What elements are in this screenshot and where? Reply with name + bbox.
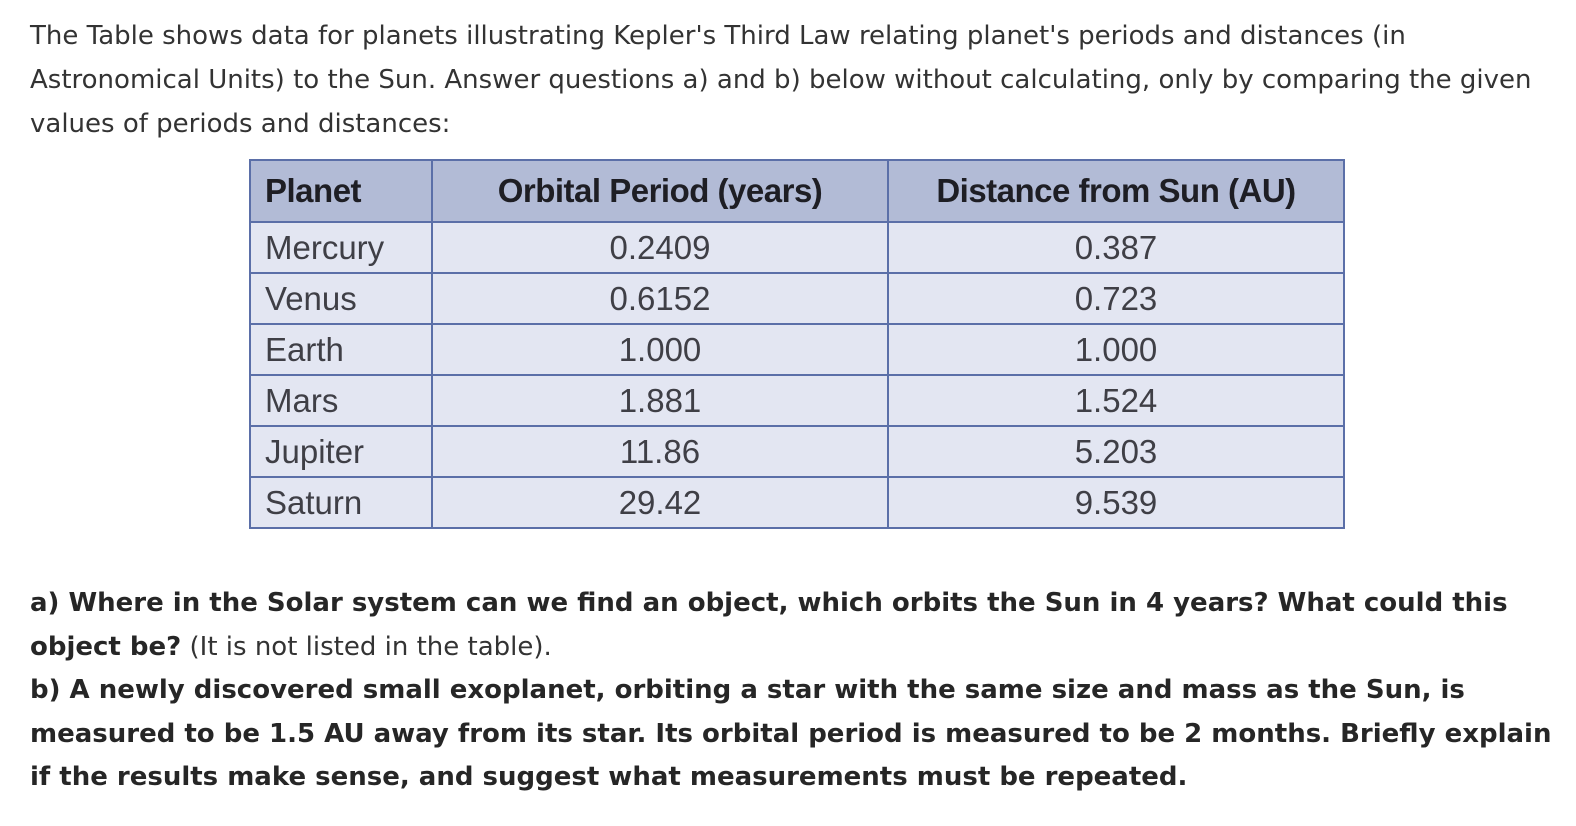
cell-period: 0.2409 [432, 222, 888, 273]
cell-distance: 1.524 [888, 375, 1344, 426]
questions-section [30, 582, 1560, 800]
question-a [30, 582, 1560, 669]
cell-period: 11.86 [432, 426, 888, 477]
cell-distance: 9.539 [888, 477, 1344, 528]
cell-planet: Mars [250, 375, 432, 426]
table-row [250, 375, 1344, 426]
cell-period: 1.000 [432, 324, 888, 375]
table-header-row [250, 160, 1344, 222]
question-b: b) A newly discovered small exoplanet, orbiting a star with the same size and mass as the Sun, is measured to be 1.5 AU away from its star. Its orbital period is measured to be 2 months. Briefly explain if the results make sense, and suggest what measurements must be repeated. [30, 675, 1552, 792]
table-row [250, 222, 1344, 273]
cell-distance: 0.723 [888, 273, 1344, 324]
cell-planet: Mercury [250, 222, 432, 273]
cell-planet: Saturn [250, 477, 432, 528]
cell-period: 29.42 [432, 477, 888, 528]
cell-planet: Venus [250, 273, 432, 324]
header-orbital-period: Orbital Period (years) [432, 160, 888, 222]
cell-planet: Earth [250, 324, 432, 375]
question-a-note: (It is not listed in the table). [189, 631, 552, 662]
intro-paragraph: The Table shows data for planets illustrating Kepler's Third Law relating planet's periods and distances (in Astronomical Units) to the Sun. Answer questions a) and b) below without calculating, only by comparing the given values of periods and distances: [30, 21, 1532, 139]
header-planet: Planet [250, 160, 432, 222]
kepler-table-container [249, 159, 1345, 529]
question-a-text: a) Where in the Solar system can we find an object, which orbits the Sun in 4 years? What could this object be? [30, 588, 1508, 662]
cell-distance: 5.203 [888, 426, 1344, 477]
table-row [250, 477, 1344, 528]
cell-distance: 0.387 [888, 222, 1344, 273]
header-distance: Distance from Sun (AU) [888, 160, 1344, 222]
cell-distance: 1.000 [888, 324, 1344, 375]
cell-period: 1.881 [432, 375, 888, 426]
table-row [250, 426, 1344, 477]
cell-planet: Jupiter [250, 426, 432, 477]
table-row [250, 273, 1344, 324]
planet-data-table [249, 159, 1345, 529]
cell-period: 0.6152 [432, 273, 888, 324]
table-row [250, 324, 1344, 375]
